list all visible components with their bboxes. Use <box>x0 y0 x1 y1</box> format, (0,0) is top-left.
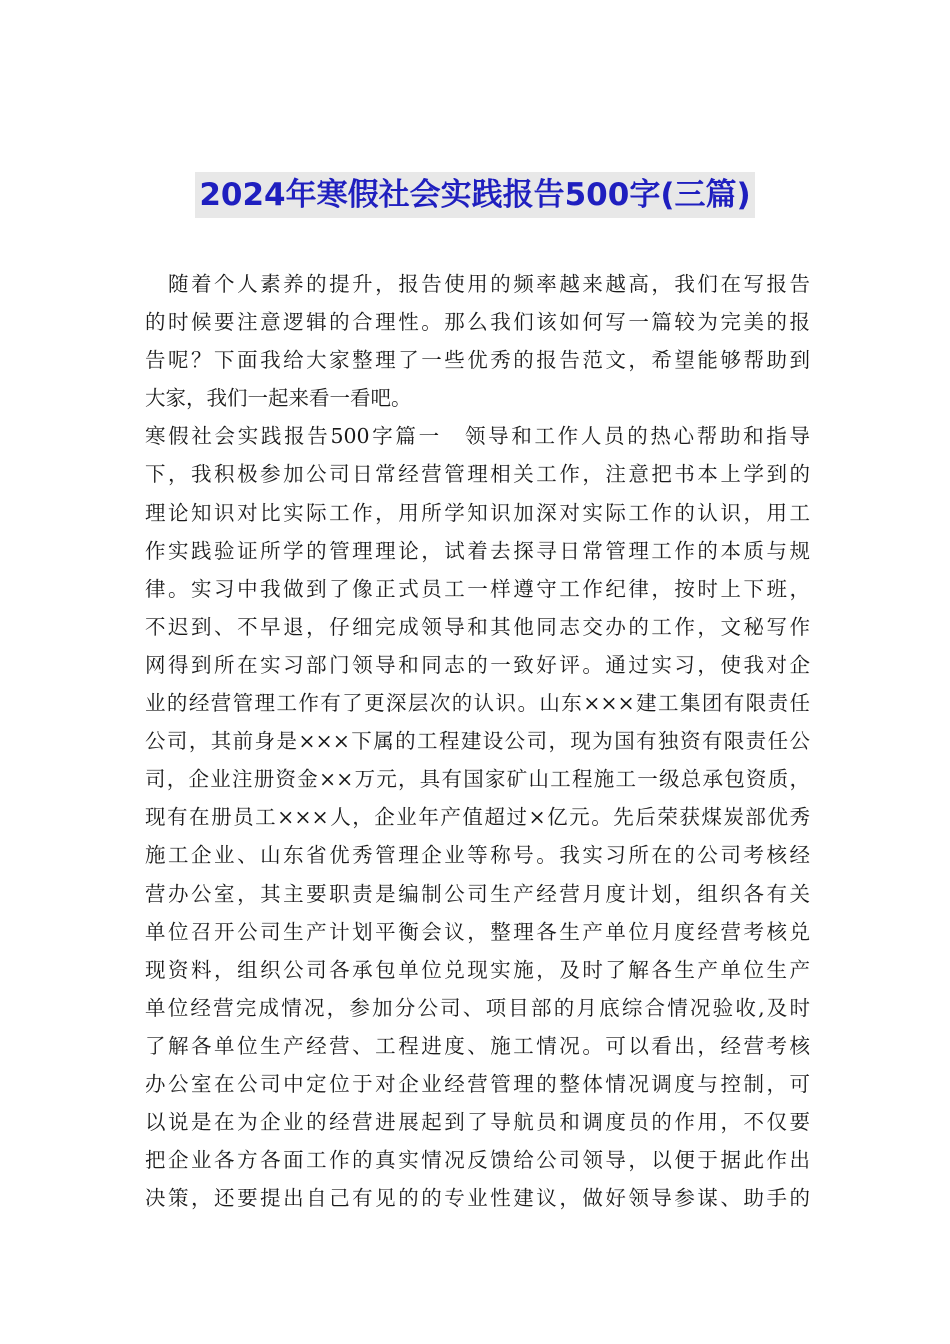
text-line: 的时候要注意逻辑的合理性。那么我们该如何写一篇较为完美的报 <box>145 310 810 335</box>
text-line: 随着个人素养的提升，报告使用的频率越来越高，我们在写报告 <box>145 272 810 296</box>
text-line: 作实践验证所学的管理理论，试着去探寻日常管理工作的本质与规 <box>145 538 810 563</box>
title-container <box>0 172 950 218</box>
text-line: 营办公室，其主要职责是编制公司生产经营月度计划，组织各有关 <box>145 881 810 906</box>
text-line: 寒假社会实践报告500字篇一 领导和工作人员的热心帮助和指导 <box>145 424 810 449</box>
text-line: 大家，我们一起来看一看吧。 <box>145 386 412 411</box>
text-line: 告呢？下面我给大家整理了一些优秀的报告范文，希望能够帮助到 <box>145 348 810 373</box>
text-line: 了解各单位生产经营、工程进度、施工情况。可以看出，经营考核 <box>145 1033 810 1058</box>
text-line: 把企业各方各面工作的真实情况反馈给公司领导，以便于据此作出 <box>145 1148 810 1173</box>
text-line: 网得到所在实习部门领导和同志的一致好评。通过实习，使我对企 <box>145 652 810 677</box>
text-line: 办公室在公司中定位于对企业经营管理的整体情况调度与控制，可 <box>145 1071 810 1096</box>
text-line: 单位召开公司生产计划平衡会议，整理各生产单位月度经营考核兑 <box>145 919 810 944</box>
text-line: 公司，其前身是×××下属的工程建设公司，现为国有独资有限责任公 <box>145 729 810 754</box>
text-line: 司，企业注册资金××万元，具有国家矿山工程施工一级总承包资质， <box>145 767 810 792</box>
text-line: 律。实习中我做到了像正式员工一样遵守工作纪律，按时上下班， <box>145 576 810 601</box>
document-title: 2024年寒假社会实践报告500字(三篇) <box>195 172 754 218</box>
document-body <box>145 265 810 1217</box>
text-line: 单位经营完成情况，参加分公司、项目部的月底综合情况验收,及时 <box>145 995 810 1020</box>
text-line: 现资料，组织公司各承包单位兑现实施，及时了解各生产单位生产 <box>145 957 810 982</box>
text-line: 下，我积极参加公司日常经营管理相关工作，注意把书本上学到的 <box>145 462 810 487</box>
text-line: 决策，还要提出自己有见的的专业性建议，做好领导参谋、助手的 <box>145 1186 810 1211</box>
text-line: 现有在册员工×××人，企业年产值超过×亿元。先后荣获煤炭部优秀 <box>145 805 810 830</box>
text-line: 业的经营管理工作有了更深层次的认识。山东×××建工集团有限责任 <box>145 691 810 716</box>
text-line: 以说是在为企业的经营进展起到了导航员和调度员的作用，不仅要 <box>145 1110 810 1135</box>
text-line: 施工企业、山东省优秀管理企业等称号。我实习所在的公司考核经 <box>145 843 810 868</box>
text-line: 理论知识对比实际工作，用所学知识加深对实际工作的认识，用工 <box>145 500 810 525</box>
text-line: 不迟到、不早退，仔细完成领导和其他同志交办的工作，文秘写作 <box>145 614 810 639</box>
